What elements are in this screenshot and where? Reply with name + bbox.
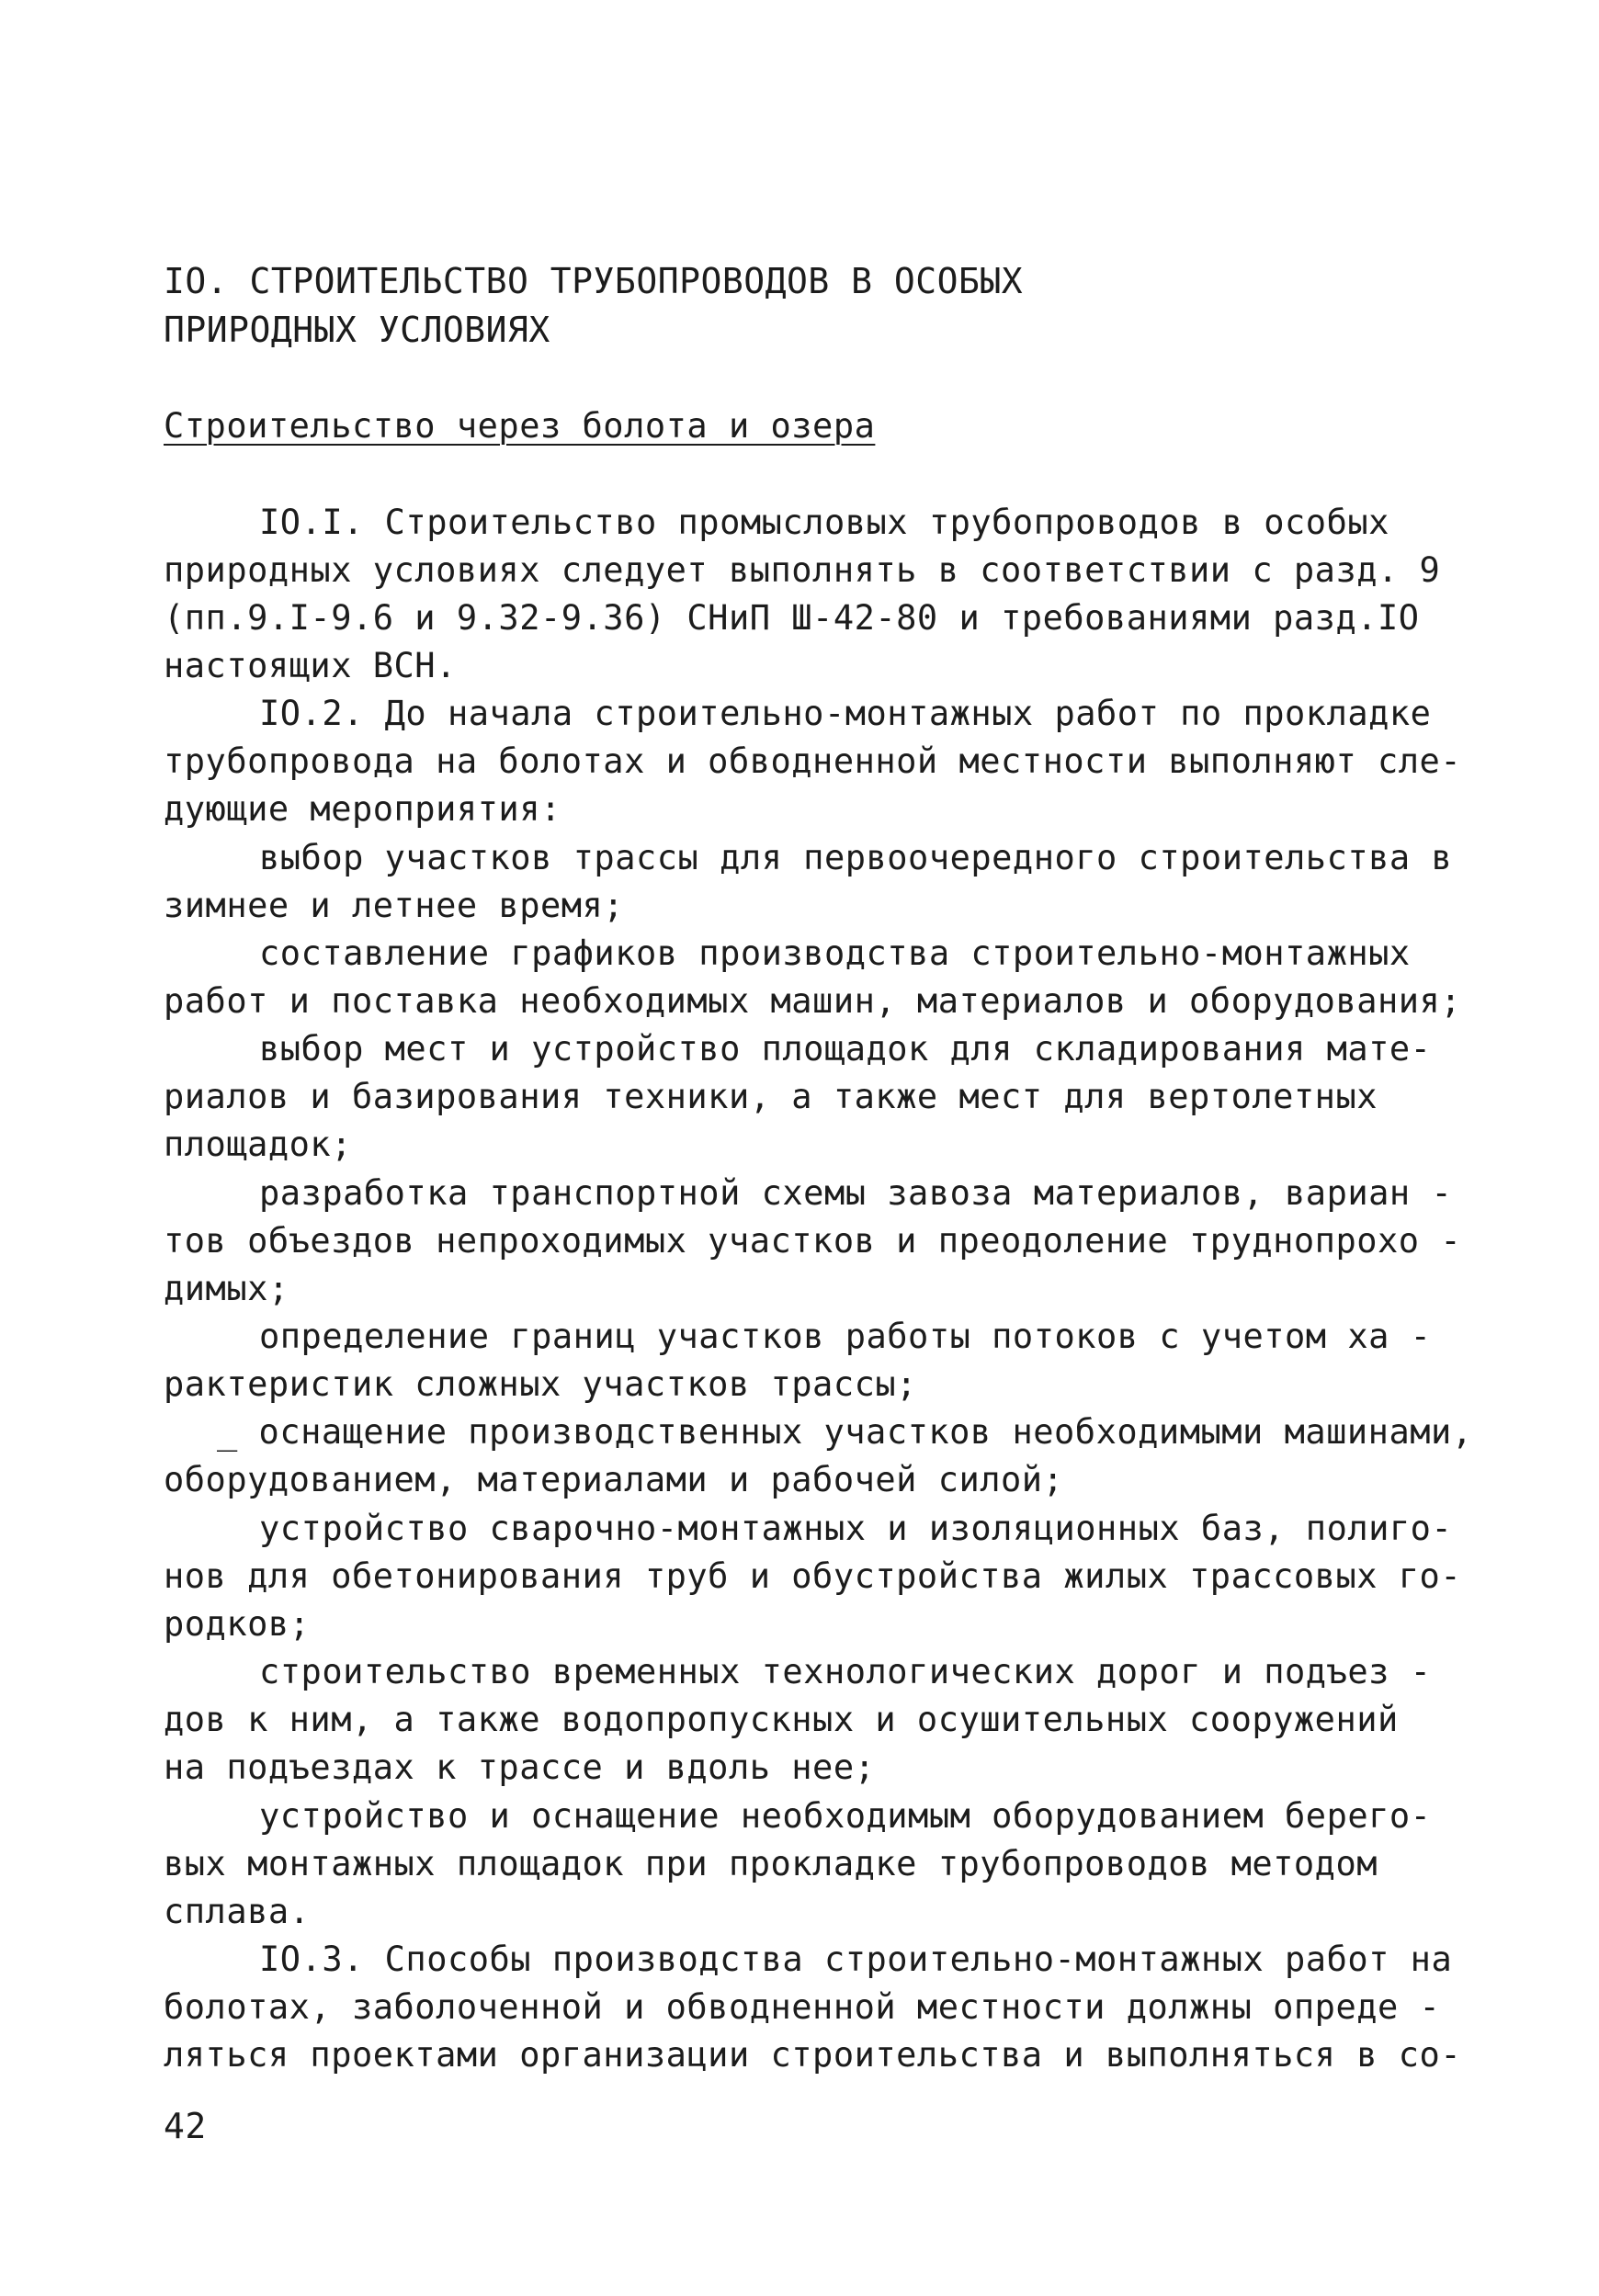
section-title-line-2: ПРИРОДНЫХ УСЛОВИЯХ	[164, 310, 550, 350]
text-line-1: IO.I. Строительство промысловых трубопроводов в особых	[259, 503, 1389, 542]
text-line-12: выбор мест и устройство площадок для складирования мате-	[259, 1029, 1432, 1069]
text-line-15: разработка транспортной схемы завоза материалов, вариан -	[259, 1173, 1453, 1213]
text-line-13: риалов и базирования техники, а также мест для вертолетных	[164, 1077, 1378, 1116]
text-line-22: устройство сварочно-монтажных и изоляционных баз, полиго-	[259, 1509, 1453, 1548]
text-line-16: тов объездов непроходимых участков и преодоление труднопрохо -	[164, 1221, 1462, 1261]
text-line-25: строительство временных технологических дорог и подъез -	[259, 1652, 1432, 1691]
text-line-20: _ оснащение производственных участков необходимыми машинами,	[217, 1412, 1473, 1452]
text-line-4: настоящих ВСН.	[164, 646, 457, 685]
text-line-33: ляться проектами организации строительства и выполняться в со-	[164, 2035, 1462, 2075]
text-line-26: дов к ним, а также водопропускных и осушительных сооружений	[164, 1700, 1399, 1739]
text-line-3: (пп.9.I-9.6 и 9.32-9.36) СНиП Ш-42-80 и требованиями разд.IO	[164, 598, 1420, 638]
text-line-2: природных условиях следует выполнять в соответствии с разд. 9	[164, 550, 1441, 590]
text-line-19: рактеристик сложных участков трассы;	[164, 1364, 917, 1404]
page-number: 42	[164, 2106, 207, 2146]
text-line-30: сплава.	[164, 1892, 311, 1931]
text-line-31: IO.3. Способы производства строительно-монтажных работ на	[259, 1940, 1453, 1979]
text-line-10: составление графиков производства строительно-монтажных	[259, 933, 1411, 973]
text-line-21: оборудованием, материалами и рабочей силой;	[164, 1460, 1064, 1499]
text-line-29: вых монтажных площадок при прокладке трубопроводов методом	[164, 1844, 1378, 1883]
section-title-line-1: IO. СТРОИТЕЛЬСТВО ТРУБОПРОВОДОВ В ОСОБЫХ	[164, 261, 1024, 301]
text-line-32: болотах, заболоченной и обводненной местности должны опреде -	[164, 1987, 1441, 2027]
text-line-11: работ и поставка необходимых машин, материалов и оборудования;	[164, 981, 1462, 1021]
text-line-14: площадок;	[164, 1125, 352, 1164]
text-line-27: на подъездах к трассе и вдоль нее;	[164, 1747, 876, 1787]
text-line-18: определение границ участков работы потоков с учетом ха -	[259, 1317, 1432, 1356]
text-line-23: нов для обетонирования труб и обустройства жилых трассовых го-	[164, 1556, 1462, 1596]
text-line-8: выбор участков трассы для первоочередного строительства в	[259, 838, 1453, 877]
text-line-6: трубопровода на болотах и обводненной местности выполняют сле-	[164, 741, 1462, 781]
text-line-24: родков;	[164, 1604, 311, 1644]
subheading: Строительство через болота и озера	[164, 406, 876, 446]
text-line-28: устройство и оснащение необходимым оборудованием берего-	[259, 1796, 1432, 1836]
text-line-9: зимнее и летнее время;	[164, 886, 625, 925]
text-line-5: IO.2. До начала строительно-монтажных работ по прокладке	[259, 694, 1432, 733]
text-line-7: дующие мероприятия:	[164, 789, 561, 829]
text-line-17: димых;	[164, 1269, 289, 1308]
